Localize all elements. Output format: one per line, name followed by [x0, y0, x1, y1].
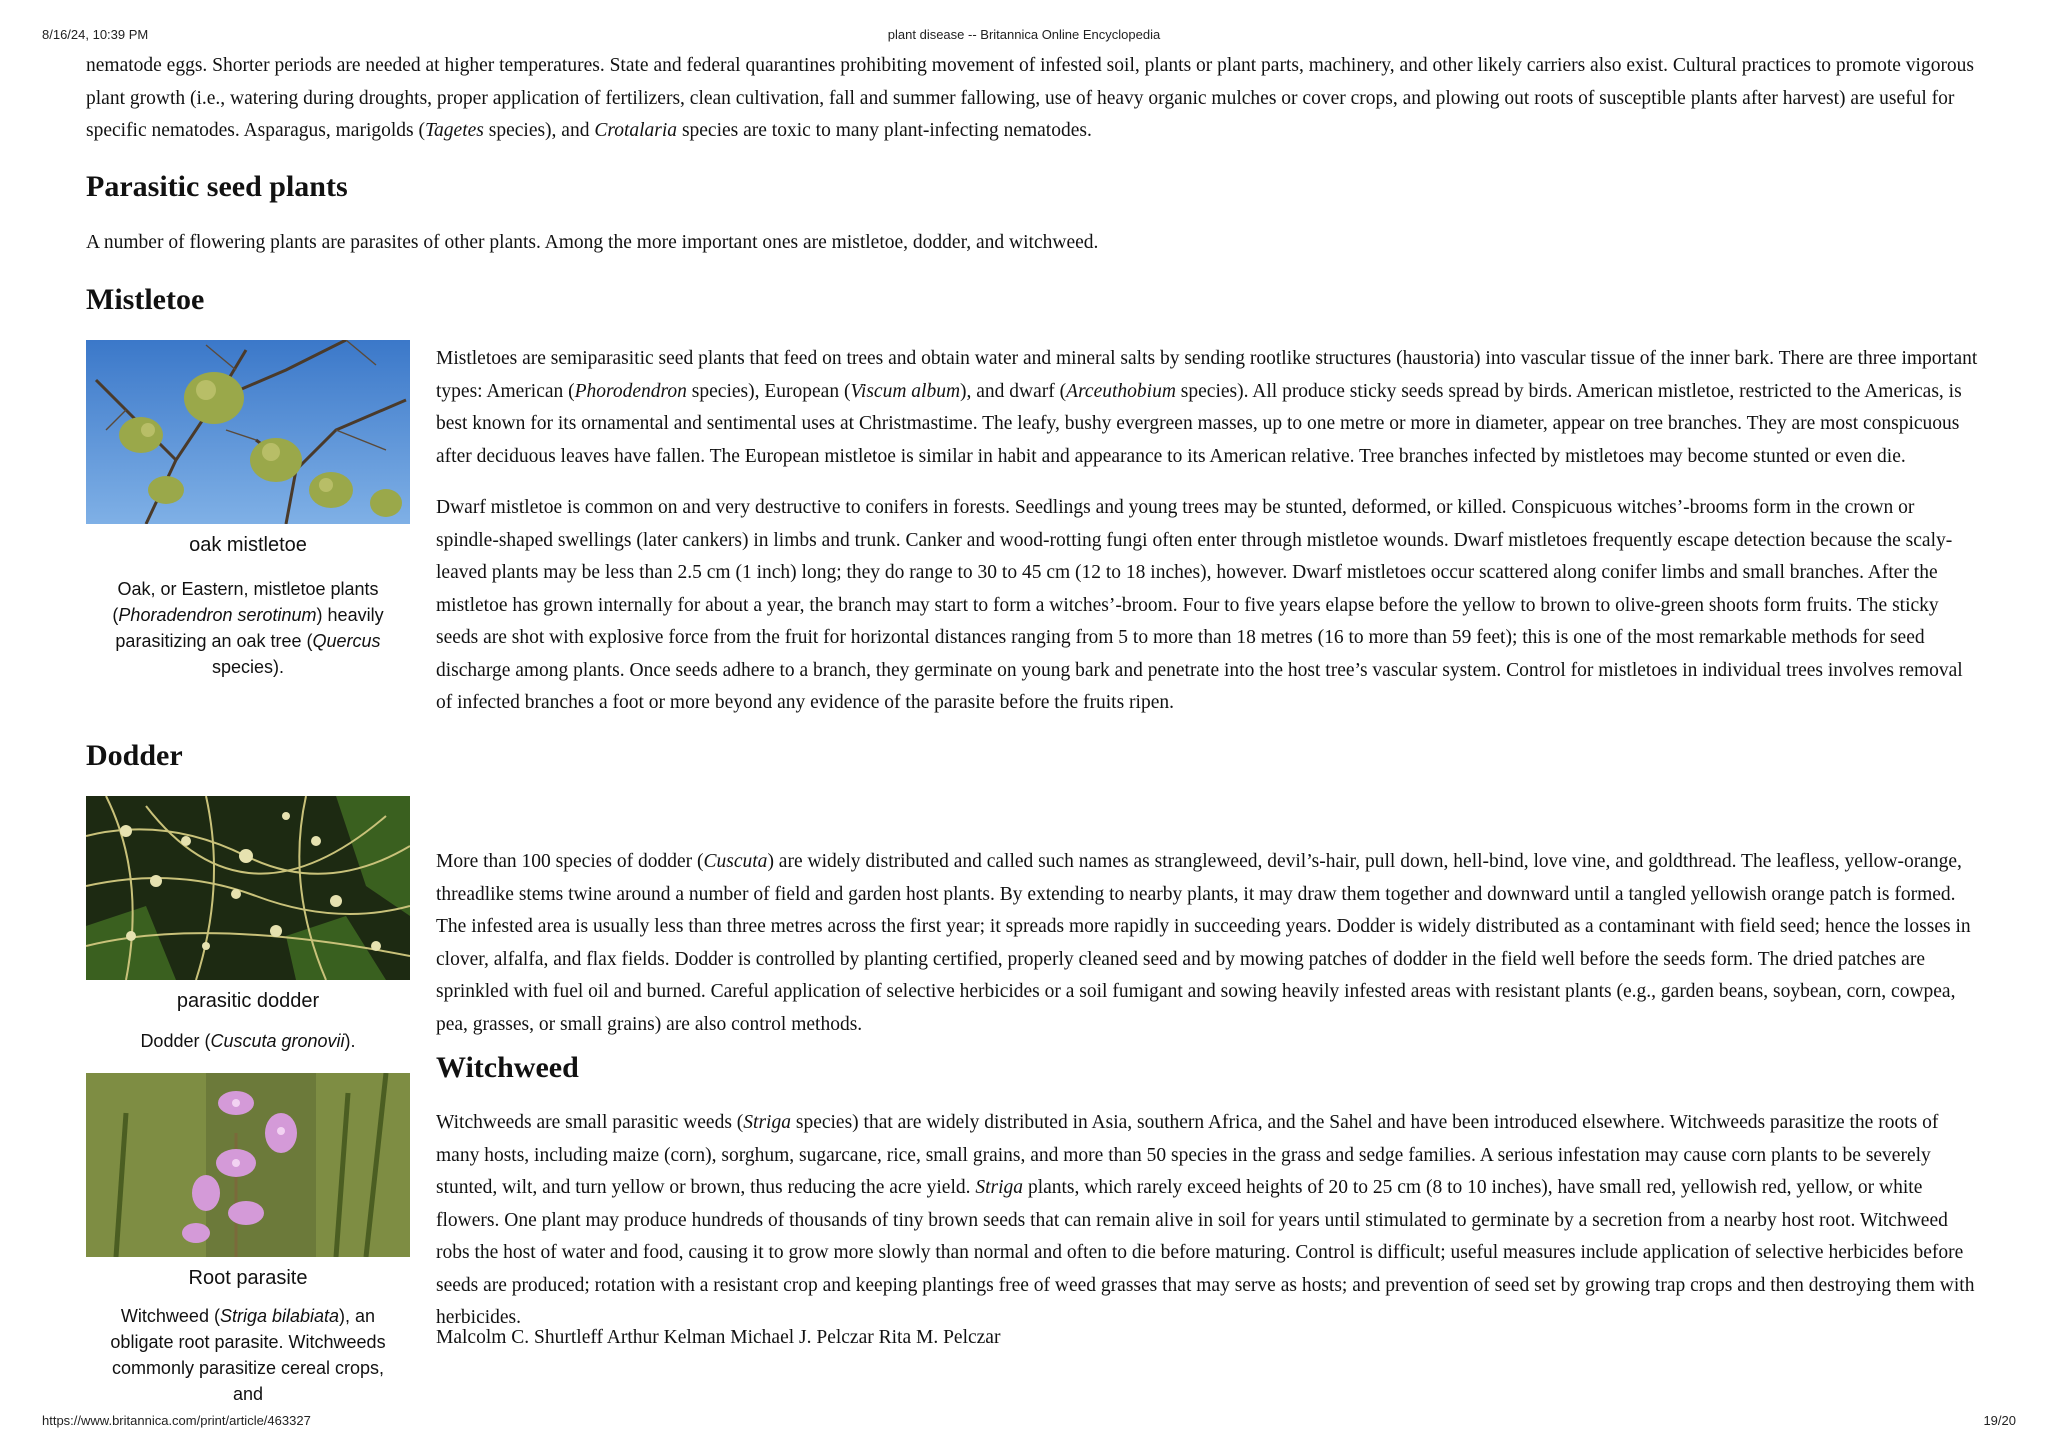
- print-url: https://www.britannica.com/print/article/463327: [42, 1413, 311, 1428]
- figure-title: oak mistletoe: [189, 534, 307, 556]
- heading-mistletoe: Mistletoe: [86, 283, 205, 316]
- print-datetime: 8/16/24, 10:39 PM: [42, 27, 149, 42]
- figure-parasitic-dodder: [86, 796, 410, 1054]
- parasitic-dodder-image[interactable]: [86, 796, 410, 980]
- dodder-paragraph: More than 100 species of dodder (Cuscuta) are widely distributed and called such names as strangleweed, devil’s-hair, pull down, hell-bind, love vine, and goldthread. The leafless, yellow-orange, threadlike stems twine around a number of field and garden host plants. By extending to nearby plants, it may draw them together and downward until a tangled yellowish orange patch is formed. The infested area is usually less than three metres across the first year; it spreads more rapidly in succeeding years. Dodder is widely distributed as a contaminant with field seed; hence the losses in clover, alfalfa, and flax fields. Dodder is controlled by planting certified, properly cleaned seed and by mowing patches of dodder in the field well before the seeds form. The dried patches are sprinkled with fuel oil and burned. Careful application of selective herbicides or a soil fumigant and sowing heavily infested areas with resistant plants (e.g., garden beans, soybean, corn, cowpea, pea, grasses, or small grains) are also control methods.: [436, 851, 1971, 1035]
- nematode-paragraph: nematode eggs. Shorter periods are needed at higher temperatures. State and federal quarantines prohibiting movement of infested soil, plants or plant parts, machinery, and other likely carriers also exist. Cultural practices to promote vigorous plant growth (i.e., watering during droughts, proper application of fertilizers, clean cultivation, fall and summer fallowing, use of heavy organic mulches or cover crops, and plowing out roots of susceptible plants after harvest) are useful for specific nematodes. Asparagus, marigolds (Tagetes species), and Crotalaria species are toxic to many plant-infecting nematodes.: [86, 55, 1975, 141]
- oak-mistletoe-image[interactable]: [86, 340, 410, 524]
- figure-title: Root parasite: [188, 1267, 308, 1289]
- figure-caption: Witchweed (Striga bilabiata), an obligate root parasite. Witchweeds commonly parasitize cereal crops, and: [110, 1306, 386, 1404]
- figure-caption: Dodder (Cuscuta gronovii).: [140, 1031, 356, 1051]
- mistletoe-paragraph-1: Mistletoes are semiparasitic seed plants that feed on trees and obtain water and mineral salts by sending rootlike structures (haustoria) into vascular tissue of the inner bark. There are three important types: American (Phorodendron species), European (Viscum album), and dwarf (Arceuthobium species). All produce sticky seeds spread by birds. American mistletoe, restricted to the Americas, is best known for its ornamental and sentimental uses at Christmastime. The leafy, bushy evergreen masses, up to one metre or more in diameter, appear on tree branches. They are most conspicuous after deciduous leaves have fallen. The European mistletoe is similar in habit and appearance to its American relative. Tree branches infected by mistletoes may become stunted or even die.: [436, 348, 1978, 467]
- article-authors: Malcolm C. Shurtleff Arthur Kelman Michael J. Pelczar Rita M. Pelczar: [436, 1327, 1001, 1348]
- witchweed-paragraph: Witchweeds are small parasitic weeds (Striga species) that are widely distributed in Asia, southern Africa, and the Sahel and have been introduced elsewhere. Witchweeds parasitize the roots of many hosts, including maize (corn), sorghum, sugarcane, rice, small grains, and more than 50 species in the grass and sedge families. A serious infestation may cause corn plants to be severely stunted, wilt, and turn yellow or brown, thus reducing the acre yield. Striga plants, which rarely exceed heights of 20 to 25 cm (8 to 10 inches), have small red, yellowish red, yellow, or white flowers. One plant may produce hundreds of thousands of tiny brown seeds that can remain alive in soil for years until stimulated to germinate by a secretion from a nearby host root. Witchweed robs the host of water and food, causing it to grow more slowly than normal and often to die before maturing. Control is difficult; useful measures include application of selective herbicides before seeds are produced; rotation with a resistant crop and keeping plantings free of weed grasses that may serve as hosts; and prevention of seed set by growing trap crops and then destroying them with herbicides.: [436, 1112, 1975, 1328]
- figure-caption: Oak, or Eastern, mistletoe plants (Phoradendron serotinum) heavily parasitizing an oak tree (Quercus species).: [112, 579, 384, 677]
- page-number: 19/20: [1983, 1413, 2016, 1428]
- root-parasite-image[interactable]: [86, 1073, 410, 1257]
- print-page-title: plant disease -- Britannica Online Encyclopedia: [887, 27, 1161, 42]
- figure-root-parasite: [86, 1073, 410, 1407]
- heading-dodder: Dodder: [86, 739, 183, 772]
- heading-parasitic-seed-plants: Parasitic seed plants: [86, 170, 348, 203]
- figure-oak-mistletoe: [86, 340, 410, 680]
- heading-witchweed: Witchweed: [436, 1051, 579, 1084]
- parasitic-intro-paragraph: A number of flowering plants are parasites of other plants. Among the more important ones are mistletoe, dodder, and witchweed.: [86, 232, 1099, 253]
- mistletoe-paragraph-2: Dwarf mistletoe is common on and very destructive to conifers in forests. Seedlings and young trees may be stunted, deformed, or killed. Conspicuous witches’-brooms form in the crown or spindle-shaped swellings (later cankers) in limbs and trunk. Canker and wood-rotting fungi often enter through mistletoe wounds. Dwarf mistletoes frequently escape detection because the scaly-leaved plants may be less than 2.5 cm (1 inch) long; they do range to 30 to 45 cm (12 to 18 inches), however. Dwarf mistletoes occur scattered along conifer limbs and small branches. After the mistletoe has grown internally for about a year, the branch may start to form a witches’-broom. Four to five years elapse before the yellow to brown to olive-green shoots form fruits. The sticky seeds are shot with explosive force from the fruit for horizontal distances ranging from 5 to more than 18 metres (16 to more than 59 feet); this is one of the most remarkable methods for seed discharge among plants. Once seeds adhere to a branch, they germinate on young bark and penetrate into the host tree’s vascular system. Control for mistletoes in individual trees involves removal of infected branches a foot or more beyond any evidence of the parasite before the fruits ripen.: [436, 497, 1963, 713]
- figure-title: parasitic dodder: [176, 990, 320, 1012]
